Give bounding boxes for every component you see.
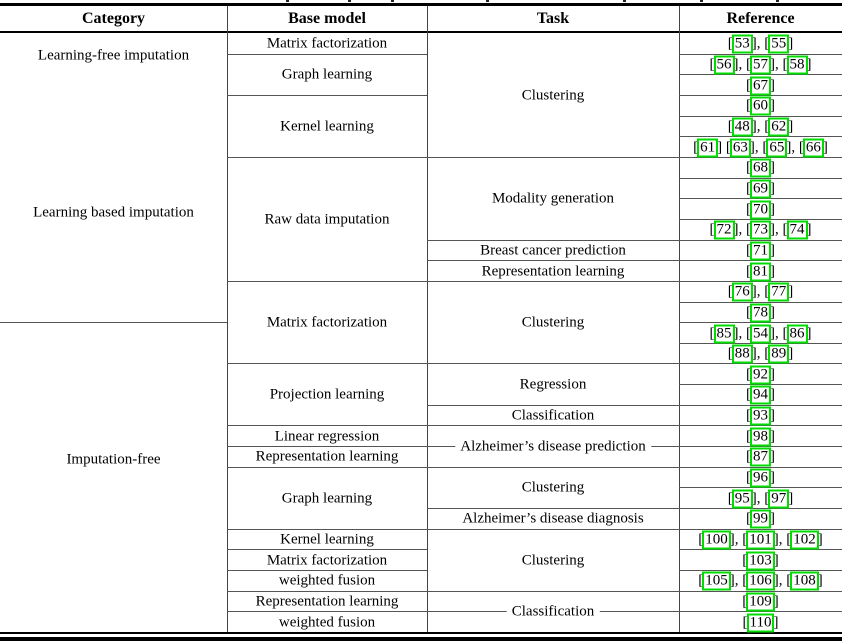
bracket-close: ] (806, 56, 812, 73)
citation-link[interactable]: 102 (790, 531, 819, 550)
bracket-close: ] (806, 325, 812, 341)
citation-link[interactable]: 101 (746, 531, 775, 550)
citation-link[interactable]: 105 (702, 572, 731, 591)
bracket-open: [ (725, 139, 731, 156)
reference-row (679, 551, 842, 570)
task-divider (427, 529, 679, 530)
cell-base-model: Kernel learning (280, 118, 374, 135)
bracket-open: [ (709, 56, 715, 73)
reference-separator: , (754, 139, 763, 156)
citation-link[interactable]: 69 (750, 179, 771, 198)
bracket-open: [ (746, 325, 751, 341)
bracket-close: ] (788, 283, 794, 300)
bracket-close: ] (751, 35, 757, 52)
bracket-open: [ (764, 490, 770, 507)
base-model-divider (227, 591, 427, 592)
bracket-open: [ (727, 345, 733, 362)
reference-row (679, 469, 842, 488)
bracket-close: ] (770, 159, 775, 176)
reference-separator: , (734, 531, 743, 548)
citation-link[interactable]: 66 (803, 138, 824, 157)
bracket-open: [ (727, 118, 733, 135)
reference-row (679, 241, 842, 260)
cell-base-model: Linear regression (274, 428, 380, 445)
bracket-close: ] (770, 221, 775, 238)
bracket-open: [ (746, 448, 751, 465)
column-header-base-model: Base model (288, 10, 366, 27)
bracket-close: ] (806, 221, 812, 238)
bracket-open: [ (742, 552, 748, 569)
bracket-close: ] (817, 531, 823, 548)
cropped-caption-fragment (348, 0, 351, 2)
reference-row (679, 200, 842, 219)
task-divider (427, 425, 679, 426)
citation-link[interactable]: 72 (714, 221, 735, 240)
cell-task: Alzheimer’s disease prediction (455, 439, 651, 456)
cell-task: Clustering (521, 479, 585, 496)
citation-link[interactable]: 99 (750, 510, 771, 529)
task-divider (427, 281, 679, 282)
bracket-close: ] (733, 221, 739, 238)
bracket-open: [ (746, 159, 751, 176)
bracket-open: [ (746, 366, 751, 383)
reference-separator: , (738, 325, 746, 341)
reference-row (679, 572, 842, 591)
bracket-open: [ (746, 407, 751, 424)
citation-link[interactable]: 106 (746, 572, 775, 591)
reference-row (679, 386, 842, 405)
table-bottom-line (0, 632, 842, 634)
bracket-open: [ (742, 572, 748, 589)
bracket-open: [ (727, 283, 733, 300)
cell-base-model: Projection learning (269, 386, 385, 403)
bracket-open: [ (782, 325, 788, 341)
base-model-divider (227, 446, 427, 447)
cell-task: Clustering (521, 87, 585, 104)
bracket-close: ] (749, 139, 755, 156)
reference-row (679, 179, 842, 198)
bracket-open: [ (727, 35, 733, 52)
cell-task: Alzheimer’s disease diagnosis (462, 510, 644, 527)
citation-link[interactable]: 89 (768, 345, 789, 364)
cropped-caption-fragment (486, 0, 489, 2)
reference-row (679, 76, 842, 95)
bracket-close: ] (770, 304, 775, 321)
reference-separator: , (756, 345, 765, 362)
bracket-close: ] (770, 325, 775, 341)
citation-link[interactable]: 87 (750, 448, 771, 467)
citation-link[interactable]: 108 (790, 572, 819, 591)
citation-link[interactable]: 81 (750, 262, 771, 281)
bracket-close: ] (770, 448, 775, 465)
base-model-divider (227, 467, 427, 468)
task-divider (427, 260, 679, 261)
bracket-open: [ (746, 386, 751, 403)
bracket-close: ] (773, 593, 779, 610)
citation-link[interactable]: 58 (787, 55, 808, 74)
task-divider (427, 467, 679, 468)
bracket-close: ] (770, 386, 775, 403)
bracket-open: [ (782, 221, 788, 238)
bracket-close: ] (773, 552, 779, 569)
column-header-reference: Reference (726, 10, 795, 27)
bracket-open: [ (762, 139, 768, 156)
cell-task: Regression (519, 376, 587, 393)
bracket-open: [ (746, 304, 751, 321)
bracket-close: ] (751, 490, 757, 507)
bracket-close: ] (773, 572, 779, 589)
bracket-close: ] (729, 531, 735, 548)
cell-base-model: Matrix factorization (266, 35, 388, 52)
task-divider (427, 240, 679, 241)
bracket-close: ] (786, 139, 792, 156)
task-divider (427, 363, 679, 364)
citation-link[interactable]: 53 (732, 35, 753, 54)
task-divider (427, 508, 679, 509)
citation-link[interactable]: 92 (750, 365, 771, 384)
bracket-close: ] (770, 180, 775, 197)
base-model-divider (227, 281, 427, 282)
citation-link[interactable]: 62 (768, 117, 789, 136)
reference-row (679, 613, 842, 632)
reference-separator: , (756, 490, 765, 507)
citation-link[interactable]: 86 (787, 324, 808, 343)
bracket-close: ] (770, 97, 775, 114)
reference-separator: , (756, 118, 765, 135)
bracket-close: ] (770, 469, 775, 486)
cropped-caption-fragment (700, 0, 703, 2)
reference-row (679, 97, 842, 116)
bracket-open: [ (746, 56, 751, 73)
base-model-divider (227, 529, 427, 530)
bracket-open: [ (746, 469, 751, 486)
bracket-close: ] (770, 510, 775, 527)
bracket-open: [ (764, 35, 770, 52)
citation-link[interactable]: 88 (732, 345, 753, 364)
cell-base-model: Kernel learning (280, 531, 374, 548)
base-model-divider (227, 549, 427, 550)
bracket-close: ] (822, 139, 828, 156)
citation-link[interactable]: 97 (768, 489, 789, 508)
bracket-open: [ (746, 242, 751, 259)
citation-link[interactable]: 67 (750, 76, 771, 95)
column-header-task: Task (536, 10, 570, 27)
bracket-open: [ (746, 180, 751, 197)
bracket-open: [ (786, 572, 792, 589)
reference-row (679, 303, 842, 322)
column-header-category: Category (81, 10, 146, 27)
bracket-close: ] (788, 35, 794, 52)
bracket-close: ] (770, 407, 775, 424)
bracket-close: ] (773, 531, 779, 548)
citation-link[interactable]: 70 (750, 200, 771, 219)
reference-separator: , (738, 56, 746, 73)
reference-separator: , (778, 531, 787, 548)
base-model-divider (227, 425, 427, 426)
cell-task: Classification (511, 407, 595, 424)
cell-category: Learning-free imputation (37, 47, 190, 64)
citation-link[interactable]: 73 (750, 221, 771, 240)
reference-row (679, 221, 842, 240)
reference-separator: , (756, 35, 765, 52)
base-model-divider (227, 54, 427, 55)
citation-link[interactable]: 55 (768, 35, 789, 54)
table-bottom-rule (0, 637, 842, 641)
citation-link[interactable]: 65 (766, 138, 787, 157)
cell-base-model: Matrix factorization (266, 314, 388, 331)
citation-link[interactable]: 109 (746, 593, 775, 612)
base-model-divider (227, 95, 427, 96)
base-model-divider (227, 570, 427, 571)
reference-row (679, 117, 842, 136)
bracket-close: ] (773, 614, 779, 631)
citation-link[interactable]: 110 (747, 613, 775, 632)
cell-task: Representation learning (481, 263, 625, 280)
bracket-open: [ (746, 77, 751, 94)
bracket-open: [ (742, 593, 748, 610)
bracket-close: ] (729, 572, 735, 589)
reference-row (679, 283, 842, 302)
cell-base-model: weighted fusion (278, 614, 376, 631)
cell-task: Clustering (521, 314, 585, 331)
citation-link[interactable]: 98 (750, 427, 771, 446)
citation-link[interactable]: 93 (750, 407, 771, 426)
bracket-close: ] (770, 242, 775, 259)
reference-separator: , (775, 56, 783, 73)
citation-link[interactable]: 100 (702, 531, 731, 550)
reference-row (679, 345, 842, 364)
bracket-open: [ (786, 531, 792, 548)
bracket-open: [ (709, 325, 715, 341)
reference-row (679, 593, 842, 612)
task-divider (427, 591, 679, 592)
reference-row (679, 262, 842, 281)
citation-link[interactable]: 68 (750, 159, 771, 178)
bracket-close: ] (733, 325, 739, 341)
bracket-close: ] (770, 56, 775, 73)
bracket-open: [ (742, 531, 748, 548)
bracket-open: [ (746, 263, 751, 280)
base-model-divider (227, 611, 427, 612)
task-divider (427, 405, 679, 406)
citation-link[interactable]: 63 (730, 138, 751, 157)
bracket-open: [ (798, 139, 804, 156)
bracket-open: [ (746, 201, 751, 218)
cropped-caption-fragment (776, 0, 779, 2)
base-model-divider (227, 363, 427, 364)
reference-separator: , (738, 221, 746, 238)
reference-row (679, 159, 842, 178)
bracket-close: ] (817, 572, 823, 589)
reference-separator: , (775, 325, 783, 341)
bracket-close: ] (717, 139, 723, 156)
reference-separator: , (791, 139, 799, 156)
bracket-close: ] (770, 201, 775, 218)
bracket-close: ] (788, 118, 794, 135)
cell-base-model: Raw data imputation (264, 211, 390, 228)
cell-base-model: Representation learning (255, 593, 399, 610)
bracket-close: ] (751, 283, 757, 300)
cell-task: Classification (507, 604, 600, 621)
reference-row (679, 448, 842, 467)
bracket-open: [ (698, 572, 704, 589)
bracket-open: [ (709, 221, 715, 238)
citation-link[interactable]: 74 (787, 221, 808, 240)
citation-link[interactable]: 54 (750, 324, 771, 343)
cropped-caption-fragment (623, 0, 626, 2)
bracket-close: ] (751, 118, 757, 135)
citation-link[interactable]: 71 (750, 241, 771, 260)
cell-task: Modality generation (491, 190, 615, 207)
citation-link[interactable]: 78 (750, 303, 771, 322)
bracket-open: [ (742, 614, 748, 631)
citation-link[interactable]: 76 (732, 283, 753, 302)
bracket-open: [ (764, 118, 770, 135)
bracket-close: ] (770, 77, 775, 94)
cell-base-model: Matrix factorization (266, 552, 388, 569)
cropped-caption-fragment (286, 0, 289, 2)
bracket-open: [ (746, 510, 751, 527)
reference-row (679, 510, 842, 529)
bracket-open: [ (693, 139, 699, 156)
reference-row (679, 531, 842, 550)
reference-row (679, 489, 842, 508)
citation-link[interactable]: 85 (714, 324, 735, 343)
cell-base-model: Graph learning (281, 66, 373, 83)
citation-link[interactable]: 77 (768, 283, 789, 302)
reference-separator: , (756, 283, 765, 300)
cropped-caption-fragment (391, 0, 394, 2)
reference-row (679, 324, 842, 343)
category-divider (0, 322, 227, 323)
bracket-open: [ (746, 97, 751, 114)
citation-link[interactable]: 48 (732, 117, 753, 136)
cell-base-model: Representation learning (255, 448, 399, 465)
citation-link[interactable]: 103 (746, 551, 775, 570)
reference-row (679, 407, 842, 426)
bracket-open: [ (698, 531, 704, 548)
cell-base-model: Graph learning (281, 490, 373, 507)
cell-task: Breast cancer prediction (480, 242, 626, 259)
bracket-open: [ (727, 490, 733, 507)
bracket-close: ] (733, 56, 739, 73)
reference-row (679, 365, 842, 384)
bracket-open: [ (764, 283, 770, 300)
cell-base-model: weighted fusion (278, 572, 376, 589)
reference-separator: , (775, 221, 783, 238)
reference-row (679, 138, 842, 157)
bracket-close: ] (788, 490, 794, 507)
citation-link[interactable]: 60 (750, 97, 771, 116)
task-divider (427, 157, 679, 158)
cell-task: Clustering (521, 552, 585, 569)
base-model-divider (227, 157, 427, 158)
bracket-close: ] (751, 345, 757, 362)
bracket-close: ] (770, 428, 775, 445)
reference-row (679, 35, 842, 54)
bracket-open: [ (764, 345, 770, 362)
citation-link[interactable]: 57 (750, 55, 771, 74)
bracket-open: [ (746, 221, 751, 238)
citation-link[interactable]: 94 (750, 386, 771, 405)
bracket-open: [ (782, 56, 788, 73)
bracket-close: ] (788, 345, 794, 362)
bracket-close: ] (770, 263, 775, 280)
bracket-close: ] (770, 366, 775, 383)
reference-separator: , (734, 572, 743, 589)
bracket-open: [ (746, 428, 751, 445)
citation-link[interactable]: 61 (697, 138, 718, 157)
cell-category: Learning based imputation (33, 204, 194, 221)
citation-link[interactable]: 56 (714, 55, 735, 74)
reference-row (679, 55, 842, 74)
citation-link[interactable]: 96 (750, 469, 771, 488)
reference-separator: , (778, 572, 787, 589)
citation-link[interactable]: 95 (732, 489, 753, 508)
reference-row (679, 427, 842, 446)
cell-category: Imputation-free (66, 451, 161, 468)
